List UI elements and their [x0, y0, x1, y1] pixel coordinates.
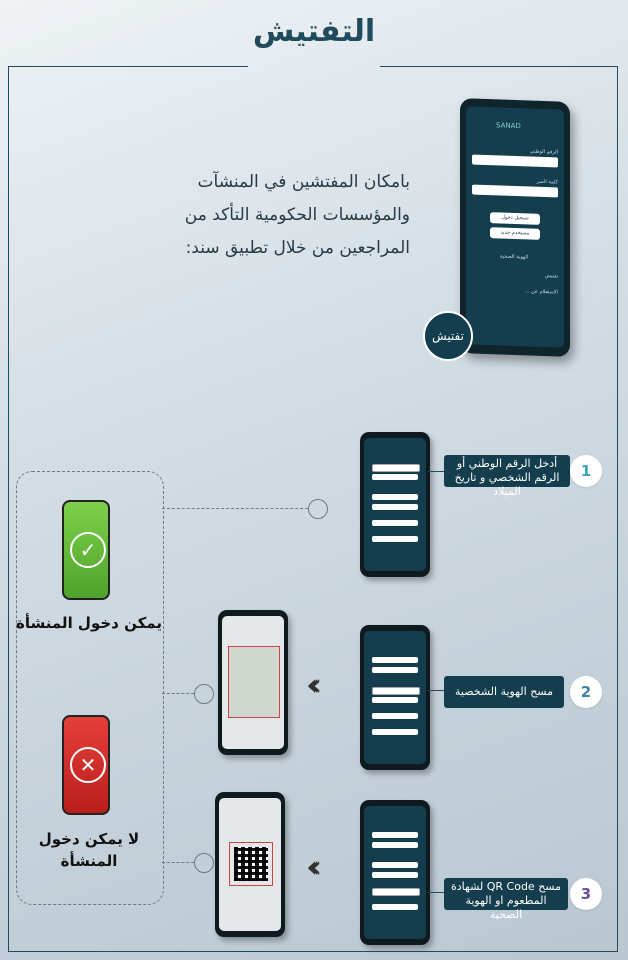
step1-ring [308, 499, 328, 519]
step3-screen [364, 806, 426, 939]
allowed-label: يمكن دخول المنشأة [16, 614, 162, 632]
chevron-left-icon: ‹‹‹ [306, 668, 312, 703]
step1-number: 1 [572, 457, 600, 485]
step2-field [372, 657, 418, 663]
app-password-field[interactable] [472, 184, 558, 197]
step2-field [372, 667, 418, 673]
frame-top-left [8, 66, 248, 67]
step3-field [372, 904, 418, 910]
step2-dashed-line [162, 693, 194, 694]
app-label-id: الرقم الوطني [529, 148, 558, 156]
step1-dashed-line [162, 508, 308, 509]
step1-field [372, 464, 420, 472]
app-login-button[interactable]: تسجيل دخول [490, 212, 540, 225]
step3-callout: مسح QR Code لشهادة المطعوم او الهوية الصحية [444, 878, 568, 910]
step2-number: 2 [572, 678, 600, 706]
allowed-phone [62, 500, 110, 600]
step3-number: 3 [572, 880, 600, 908]
step1-field [372, 536, 418, 542]
denied-label: لا يمكن دخول المنشأة [38, 830, 140, 870]
qr-code-icon [229, 842, 273, 886]
app-phone-mockup [460, 98, 570, 357]
step3-ring [194, 853, 214, 873]
frame-top-right [380, 66, 618, 67]
step3-connector [428, 892, 444, 893]
step2-phone [360, 625, 430, 770]
step2-connector [428, 690, 444, 691]
step1-field [372, 504, 418, 510]
step3-phone [360, 800, 430, 945]
app-brand: SANAD [496, 121, 521, 131]
step1-callout: أدخل الرقم الوطني أو الرقم الشخصي و تاريخ الميلاد [444, 455, 570, 487]
app-new-user-button[interactable]: مستخدم جديد [490, 227, 540, 240]
step2-ring [194, 684, 214, 704]
denied-phone [62, 715, 110, 815]
step1-connector [428, 471, 444, 472]
app-screen [466, 106, 564, 347]
app-label-password: كلمة السر [536, 178, 558, 186]
step3-field [372, 888, 420, 896]
qr-scan-screen [219, 798, 281, 931]
app-id-field[interactable] [472, 154, 558, 167]
page-title: التفتيش [252, 14, 376, 49]
step1-field [372, 474, 418, 480]
qr-pattern [234, 847, 268, 881]
step1-field [372, 494, 418, 500]
step3-field [372, 862, 418, 868]
step2-screen [364, 631, 426, 764]
step2-field [372, 729, 418, 735]
intro-text: بامكان المفتشين في المنشآت والمؤسسات الحكومية التأكد من المراجعين من خلال تطبيق سند: [184, 172, 410, 258]
step3-dashed-line [162, 862, 194, 863]
inspection-badge: تفتيش [423, 311, 473, 361]
id-card-preview [228, 646, 280, 718]
step2-callout: مسح الهوية الشخصية [444, 676, 564, 708]
step2-camera-phone [218, 610, 288, 755]
id-scan-screen [222, 616, 284, 749]
step2-field [372, 713, 418, 719]
check-icon: ✓ [70, 532, 106, 568]
app-health-id[interactable]: الهوية الصحية [500, 253, 529, 261]
step1-screen [364, 438, 426, 571]
step2-field [372, 697, 418, 703]
step3-field [372, 872, 418, 878]
step2-field [372, 687, 420, 695]
step1-field [372, 520, 418, 526]
step3-field [372, 832, 418, 838]
x-icon: ✕ [70, 747, 106, 783]
app-inspection[interactable]: تفتيش [544, 273, 558, 280]
step3-field [372, 842, 418, 848]
chevron-left-icon: ‹‹‹ [306, 850, 312, 885]
app-inquiry[interactable]: الاستعلام عن ... [524, 288, 558, 296]
step3-camera-phone [215, 792, 285, 937]
step1-phone [360, 432, 430, 577]
